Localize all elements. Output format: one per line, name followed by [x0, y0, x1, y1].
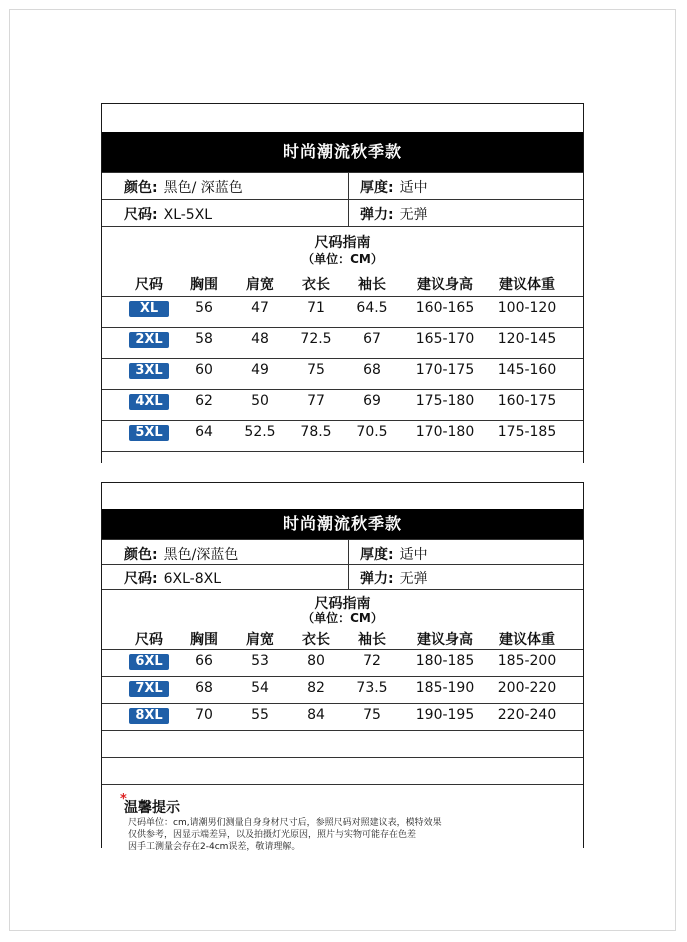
table-cell: 53	[251, 653, 269, 669]
row-divider	[102, 420, 583, 421]
row-divider	[102, 451, 583, 452]
elastic-info	[360, 568, 428, 588]
table-cell: 145-160	[497, 362, 557, 378]
divider	[102, 199, 583, 200]
size-card-2	[101, 482, 584, 852]
table-cell: 68	[195, 680, 213, 696]
table-cell: 80	[307, 653, 325, 669]
table-cell: 52.5	[244, 424, 276, 440]
column-header: 胸围	[190, 277, 218, 293]
table-cell: 175-185	[497, 424, 557, 440]
size-info	[124, 204, 212, 224]
row-divider	[102, 703, 583, 704]
size-badge: 4XL	[129, 394, 169, 410]
table-cell: 72	[363, 653, 381, 669]
column-header: 建议身高	[417, 277, 473, 293]
size-badge: XL	[129, 301, 169, 317]
elastic-label: 弹力:	[360, 571, 394, 587]
column-header: 肩宽	[246, 632, 274, 648]
size-badge: 7XL	[129, 681, 169, 697]
unit-label: （单位：CM）	[302, 611, 383, 625]
elastic-value: 无弹	[399, 571, 428, 587]
column-header: 尺码	[135, 632, 163, 648]
divider	[348, 172, 349, 226]
table-cell: 50	[251, 393, 269, 409]
column-header: 胸围	[190, 632, 218, 648]
row-divider	[102, 730, 583, 731]
row-divider	[102, 757, 583, 758]
table-cell: 75	[307, 362, 325, 378]
tips-star: *	[120, 792, 127, 807]
table-cell: 84	[307, 707, 325, 723]
table-cell: 60	[195, 362, 213, 378]
thickness-label: 厚度:	[360, 547, 394, 563]
divider	[102, 539, 583, 540]
table-cell: 54	[251, 680, 269, 696]
size-badge: 3XL	[129, 363, 169, 379]
table-cell: 67	[363, 331, 381, 347]
table-cell: 77	[307, 393, 325, 409]
row-divider	[102, 296, 583, 297]
table-cell: 69	[363, 393, 381, 409]
color-label: 颜色:	[124, 180, 158, 196]
table-cell: 58	[195, 331, 213, 347]
row-divider	[102, 358, 583, 359]
table-cell: 160-165	[415, 300, 475, 316]
table-cell: 190-195	[415, 707, 475, 723]
table-cell: 78.5	[300, 424, 332, 440]
thickness-value: 适中	[399, 180, 428, 196]
column-header: 袖长	[358, 632, 386, 648]
table-cell: 185-190	[415, 680, 475, 696]
table-cell: 70	[195, 707, 213, 723]
row-divider	[102, 389, 583, 390]
thickness-label: 厚度:	[360, 180, 394, 196]
table-cell: 170-180	[415, 424, 475, 440]
elastic-label: 弹力:	[360, 207, 394, 223]
table-cell: 160-175	[497, 393, 557, 409]
thickness-info	[360, 544, 428, 564]
table-cell: 68	[363, 362, 381, 378]
card-title: 时尚潮流秋季款	[102, 132, 583, 172]
card-title: 时尚潮流秋季款	[102, 509, 583, 539]
size-label: 尺码:	[124, 571, 158, 587]
table-cell: 48	[251, 331, 269, 347]
table-cell: 180-185	[415, 653, 475, 669]
table-cell: 47	[251, 300, 269, 316]
size-badge: 8XL	[129, 708, 169, 724]
row-divider	[102, 784, 583, 785]
table-cell: 175-180	[415, 393, 475, 409]
table-cell: 165-170	[415, 331, 475, 347]
table-cell: 56	[195, 300, 213, 316]
tips-line: 仅供参考，因显示端差异，以及拍摄灯光原因，照片与实物可能存在色差	[128, 830, 417, 840]
thickness-info	[360, 177, 428, 197]
unit-label: （单位：CM）	[302, 252, 383, 266]
row-divider	[102, 676, 583, 677]
divider	[102, 564, 583, 565]
table-cell: 72.5	[300, 331, 332, 347]
table-cell: 82	[307, 680, 325, 696]
column-header: 尺码	[135, 277, 163, 293]
column-header: 建议体重	[499, 277, 555, 293]
table-cell: 49	[251, 362, 269, 378]
table-cell: 185-200	[497, 653, 557, 669]
thickness-value: 适中	[399, 547, 428, 563]
tips-line: 因手工测量会存在2-4cm误差，敬请理解。	[128, 842, 301, 852]
column-header: 衣长	[302, 277, 330, 293]
size-info	[124, 568, 221, 588]
table-cell: 220-240	[497, 707, 557, 723]
size-badge: 2XL	[129, 332, 169, 348]
column-header: 建议体重	[499, 632, 555, 648]
elastic-info	[360, 204, 428, 224]
size-card-1	[101, 103, 584, 463]
table-cell: 100-120	[497, 300, 557, 316]
table-cell: 71	[307, 300, 325, 316]
table-cell: 75	[363, 707, 381, 723]
row-divider	[102, 649, 583, 650]
divider	[348, 539, 349, 589]
tips-text	[128, 817, 568, 853]
table-cell: 73.5	[356, 680, 388, 696]
table-cell: 66	[195, 653, 213, 669]
tips-line: 尺码单位：cm,请潮男们测量自身身材尺寸后，参照尺码对照建议表，模特效果	[128, 818, 442, 828]
tips-title: 温馨提示	[124, 800, 180, 816]
elastic-value: 无弹	[399, 207, 428, 223]
table-cell: 170-175	[415, 362, 475, 378]
size-guide-title: 尺码指南	[314, 596, 371, 612]
color-value: 黑色/ 深蓝色	[163, 180, 243, 196]
table-cell: 200-220	[497, 680, 557, 696]
column-header: 袖长	[358, 277, 386, 293]
column-header: 衣长	[302, 632, 330, 648]
divider	[102, 172, 583, 173]
table-cell: 64	[195, 424, 213, 440]
table-cell: 64.5	[356, 300, 388, 316]
row-divider	[102, 327, 583, 328]
color-label: 颜色:	[124, 547, 158, 563]
color-info	[124, 177, 243, 197]
column-header: 建议身高	[417, 632, 473, 648]
size-label: 尺码:	[124, 207, 158, 223]
size-value: 6XL-8XL	[163, 571, 222, 587]
size-badge: 6XL	[129, 654, 169, 670]
table-cell: 55	[251, 707, 269, 723]
color-info	[124, 544, 238, 564]
size-badge: 5XL	[129, 425, 169, 441]
table-cell: 120-145	[497, 331, 557, 347]
size-guide-title: 尺码指南	[314, 235, 371, 251]
table-cell: 70.5	[356, 424, 388, 440]
divider	[102, 226, 583, 227]
table-cell: 62	[195, 393, 213, 409]
size-value: XL-5XL	[163, 207, 213, 223]
color-value: 黑色/深蓝色	[163, 547, 239, 563]
divider	[102, 589, 583, 590]
column-header: 肩宽	[246, 277, 274, 293]
